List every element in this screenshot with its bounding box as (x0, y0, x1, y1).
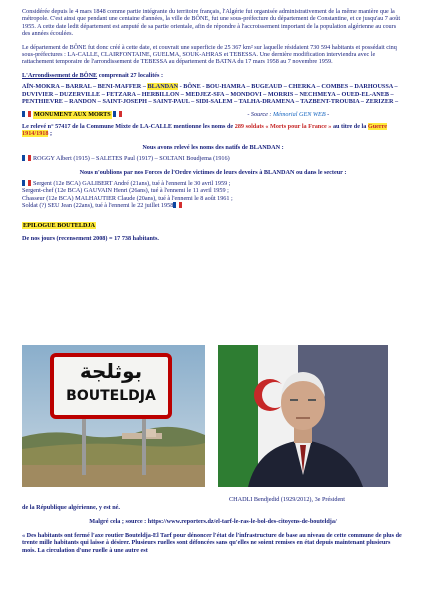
natifs-line: ROGGY Albert (1915) – SALETES Paul (1917) – SOLTANI Boudjema (1916) (22, 155, 404, 162)
french-flag-icon (22, 155, 31, 161)
document-body (22, 8, 404, 242)
sign-latin-text: BOUTELDJA (66, 388, 156, 404)
portrait-caption: CHADLI Bendjedid (1929/2012), 3e Président (229, 496, 345, 503)
natifs-heading: Nous avons relevé les noms des natifs de BLANDAN : (142, 143, 284, 151)
french-flag-icon (22, 180, 31, 186)
monument-line: MONUMENT AUX MORTS - Source : Mémorial GEN WEB - (22, 111, 404, 118)
arrondissement-title: L'Arrondissement de BÔNE (22, 71, 98, 79)
blandan-highlight: BLANDAN (147, 83, 179, 91)
localities-list: AÏN-MOKRA – BARRAL – BENI-MAFFER – BLANDAN - BÔNE - BOU-HAMRA – BUGEAUD – CHERKA – COMBES – DARHOUSSA – DUVIVIER – DUZERVILLE – FETZARA – HERBILLON – MEDJEZ-SFA – MONDOVI – MORRIS – NECHMEYA – OUED-EL-ANEB – PENTHIEVRE – RANDON – SAINT-JOSEPH – SAINT-PAUL – SIDI-SALEM – TALHA-DRAMENA – TAZBENT-TROUBIA – ZERIZER – (22, 83, 399, 106)
chadli-portrait-image (218, 345, 388, 487)
chadli-portrait-photo (218, 345, 388, 487)
portrait-caption-rest: de la République algérienne, y est né. (22, 504, 120, 511)
bouteldja-sign-photo (22, 345, 205, 487)
french-flag-icon (22, 111, 31, 117)
source-line[interactable]: Malgré cela ; source : https://www.reporters.dz/el-tarf-le-ras-le-bol-des-citoyens-de-bouteldja/ (89, 518, 337, 525)
monument-title: MONUMENT AUX MORTS (34, 111, 111, 119)
releve-paragraph: Le relevé n° 57417 de la Commune Mixte de LA-CALLE mentionne les noms de 289 soldats « Morts pour la France » au titre de la Guerre 1914/1918 ; (22, 122, 388, 138)
department-paragraph: Le département de BÔNE fut donc créé à cette date, et couvrait une superficie de 25 367 km² sur laquelle résidaient 730 594 habitants et possédait cinq sous-préfectures : LA-CALLE, CLAIRFONTAINE, GUELMA, SOUK-AHRAS et TEBESSA. Une dernière modification interviendra avec le rattachement temporaire de l'arrondissement de TEBESSA au département de BATNA du 17 mars 1958 au 7 novembre 1959. (22, 43, 397, 66)
french-flag-icon (173, 202, 182, 208)
epilogue-line (22, 222, 404, 229)
intro-paragraph: Considérée depuis le 4 mars 1848 comme partie intégrante du territoire français, l'Algérie fut organisée administrativement de la même manière que la métropole. C'est ainsi que pendant une centaine d'années, la ville de BÔNE, fut une sous-préfecture du département de Constantine, et ce jusqu'au 7 août 1955. A cette date ledit département est amputé de sa partie orientale, afin de répondre à l'accroissement important de la population algérienne au cours des années écoulées. (22, 8, 401, 38)
forces-item: Sergent (12e BCA) GALIBERT André (21ans), tué à l'ennemi le 30 avril 1959 ; (22, 180, 404, 187)
french-flag-icon (113, 111, 122, 117)
memorial-genweb-link[interactable]: Mémorial GEN WEB (273, 111, 326, 119)
forces-heading: Nous n'oublions par nos Forces de l'Ordre victimes de leurs devoirs à BLANDAN ou dans le secteur : (79, 168, 347, 176)
epilogue-title: EPILOGUE BOUTELDJA (23, 221, 96, 229)
forces-item: Sergent-chef (12e BCA) GAUVAIN Henri (26ans), tué à l'ennemi le 11 avril 1959 ; (22, 187, 229, 195)
closing-paragraph: « Des habitants ont fermé l'axe routier Bouteldja-El Tarf pour dénoncer l'état de l'infrastructure de base au niveau de cette commune de plus de trente mille habitants qui laisse à désirer. Plusieurs ruelles sont défoncées sans qu'elles ne soient remises en état depuis maintenant plusieurs mois. La circulation d'une ruelle à une autre est (22, 532, 402, 554)
population-line: De nos jours (recensement 2008) = 17 738 habitants. (22, 234, 159, 242)
sign-arabic-text: بوثلجة (79, 359, 143, 383)
forces-item: Chasseur (12e BCA) MALHAUTIER Claude (20ans), tué à l'ennemi le 8 août 1961 ; (22, 194, 233, 202)
forces-item: Soldat (?) SEU Jean (22ans), tué à l'ennemi le 22 juillet 1958 (22, 202, 404, 209)
arrondissement-intro: L'Arrondissement de BÔNE comprenait 27 localités : (22, 71, 164, 79)
